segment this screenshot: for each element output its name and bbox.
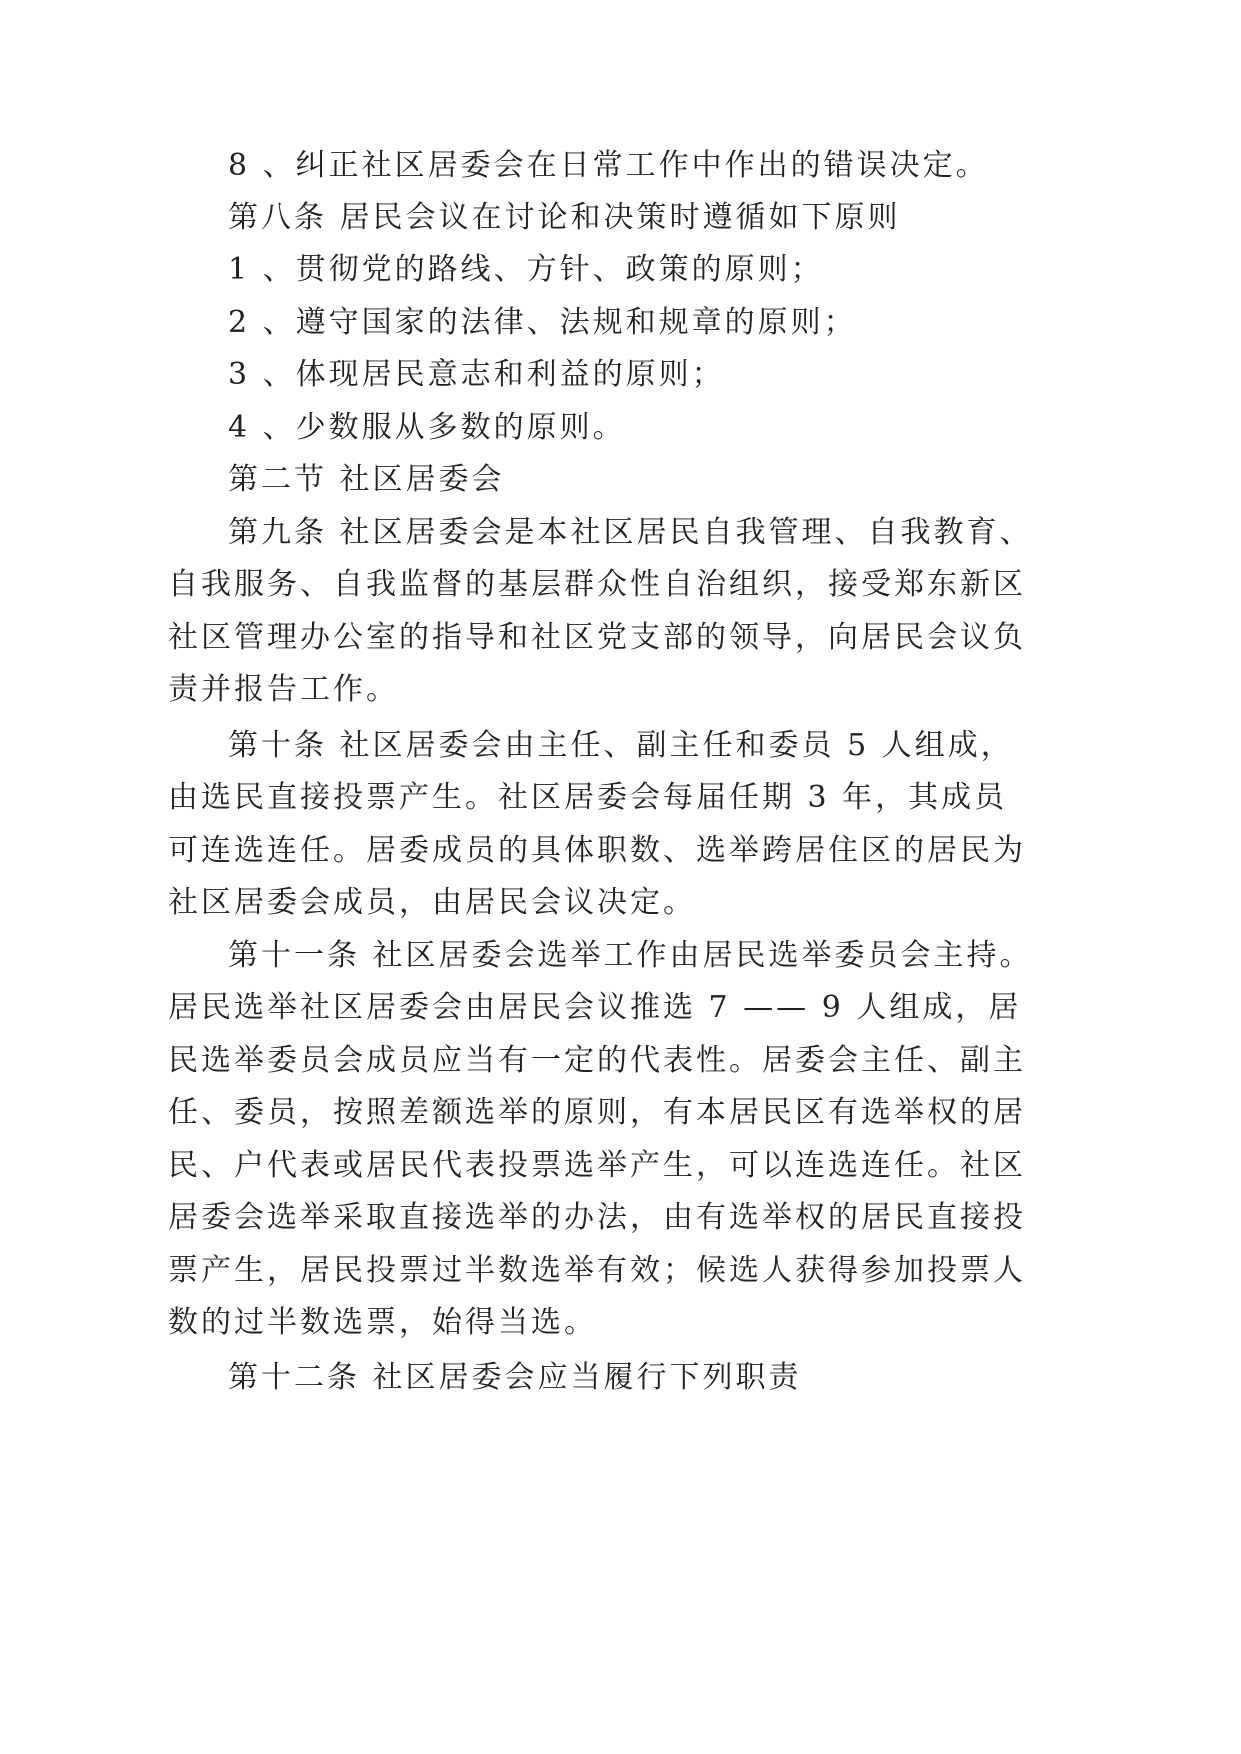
list-item-3: 3 、体现居民意志和利益的原则； [228,357,725,392]
article-9-line: 责并报告工作。 [168,672,399,707]
article-11-line: 民、户代表或居民代表投票选举产生，可以连选连任。社区 [168,1148,1026,1183]
article-11-line: 数的过半数选票，始得当选。 [168,1305,597,1340]
article-10-line: 第十条 社区居委会由主任、副主任和委员 5 人组成， [228,728,1014,763]
article-11-line: 票产生，居民投票过半数选举有效；候选人获得参加投票人 [168,1253,1026,1288]
list-item-2: 2 、遵守国家的法律、法规和规章的原则； [228,305,857,340]
section-heading: 第二节 社区居委会 [228,462,505,497]
article-11-line: 第十一条 社区居委会选举工作由居民选举委员会主持。 [228,938,1033,973]
article-8-heading: 第八条 居民会议在讨论和决策时遵循如下原则 [228,200,901,235]
article-12-heading: 第十二条 社区居委会应当履行下列职责 [228,1360,802,1395]
list-item-4: 4 、少数服从多数的原则。 [228,410,626,445]
article-9-line: 自我服务、自我监督的基层群众性自治组织，接受郑东新区 [168,567,1026,602]
article-11-line: 民选举委员会成员应当有一定的代表性。居委会主任、副主 [168,1043,1026,1078]
list-item-1: 1 、贯彻党的路线、方针、政策的原则； [228,252,824,287]
article-11-line: 居民选举社区居委会由居民会议推选 7 —— 9 人组成，居 [168,990,1022,1025]
list-item-8: 8 、纠正社区居委会在日常工作中作出的错误决定。 [228,148,989,183]
article-10-line: 社区居委会成员，由居民会议决定。 [168,885,696,920]
article-11-line: 居委会选举采取直接选举的办法，由有选举权的居民直接投 [168,1200,1026,1235]
article-9-line: 社区管理办公室的指导和社区党支部的领导，向居民会议负 [168,620,1026,655]
article-11-line: 任、委员，按照差额选举的原则，有本居民区有选举权的居 [168,1095,1026,1130]
article-9-line: 第九条 社区居委会是本社区居民自我管理、自我教育、 [228,515,1033,550]
article-10-line: 可连选连任。居委成员的具体职数、选举跨居住区的居民为 [168,833,1026,868]
article-10-line: 由选民直接投票产生。社区居委会每届任期 3 年，其成员 [168,780,1008,815]
